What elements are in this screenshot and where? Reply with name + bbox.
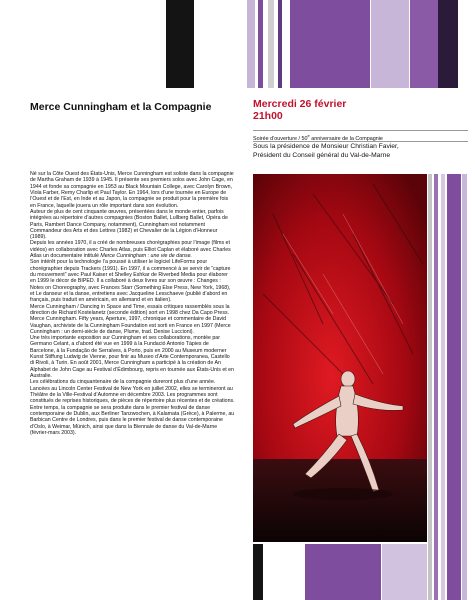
page-title: Merce Cunningham et la Compagnie [30,101,212,113]
stripe-light-top-2 [371,0,409,88]
stripe-bottom-purple [305,544,381,600]
paragraph: Les célébrations du cinquantenaire de la compagnie dureront plus d’une année. Lancées au Lincoln Center Festival de New York en juillet 2002, elles se termineront au Théâtre de la Ville-Festival d’Automne en décembre 2003. Les programmes sont constitués de reprises historiques, de pièces de répertoire plus récentes et de créations. Entre temps, la compagnie se sera produite dans le premier festival de danse contemporaine de Dublin, aux Berliner Tanzwochen, à Kalamata (Grèce), à Palerme, au Barbican Centre de Londres, puis dans le premier festival de danse contemporaine d’Oslo, à Weimar, Münich, ainsi que dans la Biennale de danse du Val-de-Marne (février-mars 2003). [30,379,235,436]
stripe-right-purple-1 [434,174,438,600]
event-date-day: Mercredi 26 février [253,98,347,110]
soiree-rest: anniversaire de la Compagnie [309,135,383,142]
stripe-right-light [441,174,445,600]
event-date-time: 21h00 [253,110,283,122]
paragraph: Merce Cunningham / Dancing in Space and Time, essais critiques rassemblés sous la direction de Richard Kostelanetz (seconde édition) sort en 1998 chez Da Capo Press. Merce Cunningham. Fifty years, Aperture, 1997, chronique et commentaire de David Vaughan, archiviste de la Cunningham Foundation est sorti en France en 1997 (Merce Cunningham : un demi-siècle de danse, Plume, trad. Denise Luccioni). [30,303,231,335]
stripe-right-light-2 [462,174,467,600]
stripe-right-gray [428,174,432,600]
stripe-dark-top [438,0,458,88]
stripe-purple-top-2 [278,0,282,88]
presidence-block [253,141,468,160]
stripe-bottom-black [253,544,263,600]
dance-photo [253,174,427,542]
paragraph [30,240,235,259]
paragraph: Une très importante exposition sur Cunningham et ses collaborations, montée par Germano Celant, a d’abord été vue en 1999 à la Fundació Antonio Tàpies de Barcelone, à la Fundação de Serralves, à Porto, puis en 2000 au Museum moderner Kunst Stiffung Ludwig de Vienne, pour finir au Museo d’Arte Contemporanea, Castello di Rivoli, à Turin. En août 2001, Merce Cunningham a participé à la création de An Alphabet de John Cage au Festival d’Édimbourg, repris en tournée aux États-Unis et en Australie. [30,335,234,379]
stripe-bottom-light [382,544,427,600]
biography-text [30,171,235,436]
paragraph-text: Depuis les années 1970, il a créé de nombreuses chorégraphies pour l’image (films et vidéos) en collaboration avec Charles Atlas, puis Elliot Caplan et élaboré avec Charles Atlas un documentaire intitulé [30,240,231,260]
stripe-black-top [166,0,194,88]
paragraph-italic: Merce Cunningham : une vie de danse. [100,253,192,260]
soiree-text: Soirée d’ouverture / 50 [253,135,308,142]
stripe-purple-top-1 [258,0,263,88]
presidence-line-1: Sous la présidence de Monsieur Christian Favier, [253,143,399,150]
dance-photo-image [253,174,427,542]
stripe-purple-top-3 [290,0,370,88]
stripe-right-purple-2 [447,174,461,600]
event-date [253,98,453,122]
presidence-line-2: Président du Conseil général du Val-de-Marne [253,151,391,159]
soiree-sup: e [307,133,310,138]
paragraph: Auteur de plus de cent cinquante œuvres, présentées dans le monde entier, parfois intégrées au répertoire d’autres compagnies (Boston Ballet, Lullberg Ballet, Opéra de Paris, Rambert Dance Company, notamment), Cunningham est notamment Commandeur des Arts et des Lettres (1982) et Chevalier de la Légion d’Honneur (1989). [30,208,228,241]
stripe-light-top [247,0,255,88]
paragraph: Né sur la Côte Ouest des États-Unis, Merce Cunningham est soliste dans la compagnie de Martha Graham de 1939 à 1945. Il présente ses premiers solos avec John Cage, en 1944 et fonde sa compagnie en 1953 au Black Mountain College, avec Carolyn Brown, Viola Farber, Remy Charlip et Paul Taylor. En 1964, lors d’une tournée en Europe de l’Ouest et de l’Est, en Inde et au Japon, la compagnie se produit pour la première fois en France, laquelle jouera un rôle important dans son évolution. [30,171,234,209]
stripe-purple-top-4 [410,0,438,88]
stripe-gray-top [268,0,274,88]
paragraph: Son intérêt pour la technologie l’a poussé à utiliser le logiciel LifeForms pour chorégraphier depuis Trackers (1991). En 1997, il a commencé à se servir de “capture du mouvement” avec Paul Kaiser et Shelley Eshkar de Riverbed Media pour élaborer en 1999 le décor de BIPED. Il a collaboré à deux livres sur son œuvre : Changes : Notes on Choreography, avec Frances Starr (Something Else Press, New York, 1968), et Le danseur et la danse, entretiens avec Jacqueline Lesschaeve (publié d’abord en français, puis traduit en américain, en allemand et en italien). [30,259,231,304]
